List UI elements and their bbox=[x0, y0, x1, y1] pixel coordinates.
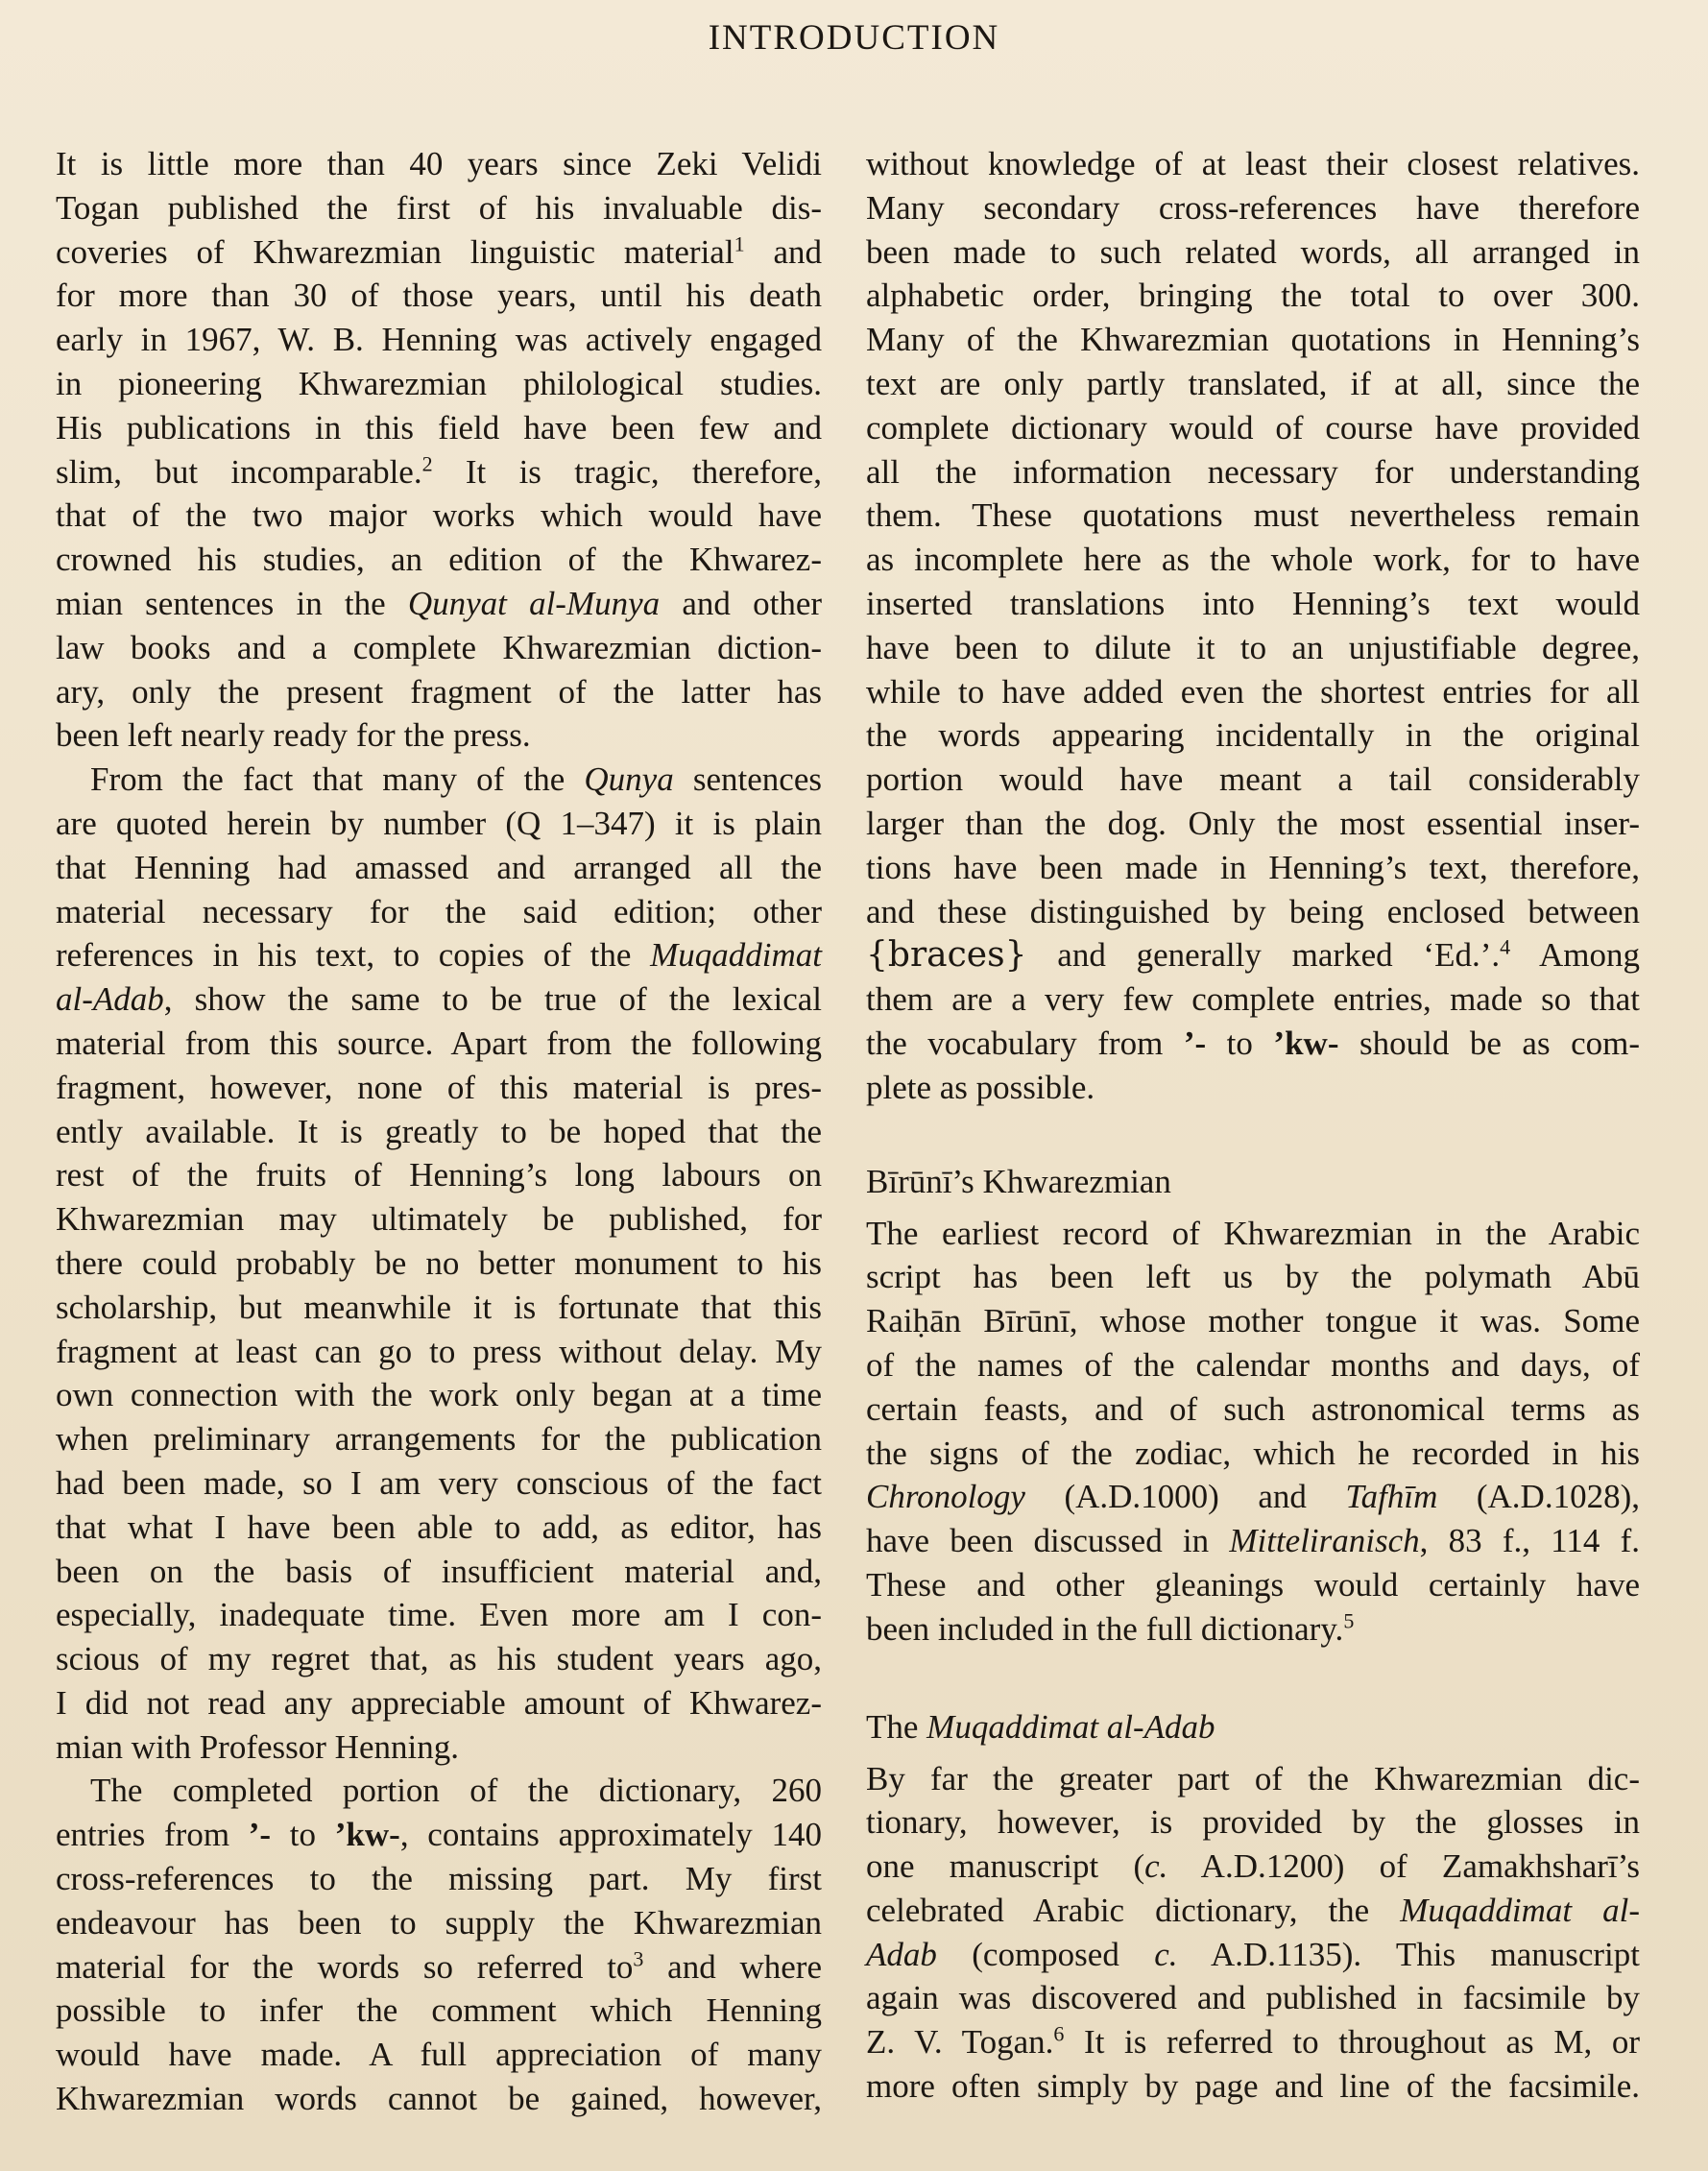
text-line: again was discovered and published in facsimile by bbox=[866, 1979, 1640, 2017]
text-run: celebrated Arabic dictionary, the bbox=[866, 1891, 1401, 1929]
text-run: to bbox=[289, 1816, 335, 1854]
text-line bbox=[866, 1889, 1640, 1933]
text-run: been included in the full dictionary. bbox=[866, 1609, 1344, 1648]
text-line: Khwarezmian words cannot be gained, however, bbox=[56, 2080, 822, 2118]
text-line: law books and a complete Khwarezmian diction- bbox=[56, 628, 822, 666]
text-line: It is little more than 40 years since Zeki Velidi bbox=[56, 145, 822, 182]
footnote-marker: 4 bbox=[1500, 934, 1511, 959]
text-run: sentences bbox=[673, 760, 822, 799]
italic-title: Chronology bbox=[866, 1478, 1025, 1516]
text-line: scious of my regret that, as his student years ago, bbox=[56, 1640, 822, 1678]
text-line: had been made, so I am very conscious of the fact bbox=[56, 1463, 822, 1502]
italic-title: Mitteliranisch bbox=[1229, 1522, 1420, 1560]
paragraph bbox=[866, 1757, 1640, 2109]
section-heading-biruni: Bīrūnī’s Khwarezmian bbox=[866, 1162, 1171, 1200]
text-line bbox=[56, 450, 822, 495]
braces-example: {braces} bbox=[866, 935, 1027, 976]
text-line: would have made. A full appreciation of many bbox=[56, 2036, 822, 2074]
text-line: certain feasts, and of such astronomical terms as bbox=[866, 1389, 1640, 1428]
text-line: fragment, however, none of this material is pres- bbox=[56, 1068, 822, 1106]
text-line: been on the basis of insufficient material and, bbox=[56, 1552, 822, 1590]
section-heading-muqaddimat bbox=[866, 1705, 1640, 1749]
text-line bbox=[56, 1945, 822, 1990]
text-run: coveries of Khwarezmian linguistic material bbox=[56, 232, 734, 271]
text-line bbox=[866, 1022, 1640, 1066]
text-run: mian sentences in the bbox=[56, 584, 408, 622]
text-run: and generally marked ‘Ed.’. bbox=[1026, 936, 1501, 975]
italic-abbrev: c. bbox=[1144, 1847, 1168, 1886]
text-line: when preliminary arrangements for the publication bbox=[56, 1420, 822, 1459]
text-run: and other bbox=[660, 584, 823, 622]
paragraph bbox=[866, 142, 1640, 1110]
text-line: The earliest record of Khwarezmian in the Arabic bbox=[866, 1214, 1640, 1252]
footnote-marker: 6 bbox=[1053, 2021, 1065, 2046]
text-line: the words appearing incidentally in the original bbox=[866, 716, 1640, 755]
text-line: inserted translations into Henning’s text would bbox=[866, 584, 1640, 622]
text-run: Z. V. Togan. bbox=[866, 2023, 1054, 2062]
text-line bbox=[866, 1845, 1640, 1889]
text-line: Many of the Khwarezmian quotations in Henning’s bbox=[866, 321, 1640, 359]
text-line: been made to such related words, all arranged in bbox=[866, 232, 1640, 271]
text-line: cross-references to the missing part. My first bbox=[56, 1860, 822, 1898]
italic-title: Qunya bbox=[584, 760, 674, 799]
text-line bbox=[56, 758, 822, 802]
text-run: should be as com- bbox=[1338, 1024, 1641, 1062]
right-column bbox=[866, 142, 1640, 2109]
text-line bbox=[866, 1475, 1640, 1519]
text-line bbox=[866, 933, 1640, 977]
text-line: Togan published the first of his invaluable dis- bbox=[56, 188, 822, 227]
running-head: INTRODUCTION bbox=[708, 18, 1000, 58]
text-line: them. These quotations must nevertheless remain bbox=[866, 496, 1640, 535]
text-run: (A.D.1000) and bbox=[1024, 1478, 1346, 1516]
text-run: material for the words so referred to bbox=[56, 1947, 634, 1986]
footnote-marker: 5 bbox=[1343, 1608, 1355, 1633]
text-line: that Henning had amassed and arranged all the bbox=[56, 848, 822, 886]
text-line: larger than the dog. Only the most essential inser- bbox=[866, 804, 1640, 842]
text-run: A.D.1200) of Zamakhsharī’s bbox=[1167, 1847, 1640, 1886]
text-line: have been to dilute it to an unjustifiable degree, bbox=[866, 628, 1640, 666]
italic-title: al-Adab bbox=[56, 980, 164, 1019]
text-line: rest of the fruits of Henning’s long labours on bbox=[56, 1156, 822, 1194]
italic-title: Tafhīm bbox=[1345, 1478, 1438, 1516]
text-line bbox=[56, 977, 822, 1022]
text-line: there could probably be no better monument to his bbox=[56, 1243, 822, 1282]
text-line: portion would have meant a tail considerably bbox=[866, 760, 1640, 799]
footnote-marker: 2 bbox=[421, 450, 433, 475]
text-run: , show the same to be true of the lexical bbox=[163, 980, 822, 1019]
text-line: more often simply by page and line of the facsimile. bbox=[866, 2067, 1640, 2106]
text-line: His publications in this field have been few and bbox=[56, 408, 822, 446]
italic-title: Qunyat al-Munya bbox=[407, 584, 661, 622]
text-line bbox=[56, 582, 822, 626]
text-line: endeavour has been to supply the Khwarezmian bbox=[56, 1903, 822, 1942]
headword: ’- bbox=[1183, 1024, 1227, 1062]
text-line bbox=[866, 1933, 1640, 1977]
text-run: (composed bbox=[936, 1935, 1155, 1973]
text-line: in pioneering Khwarezmian philological studies. bbox=[56, 364, 822, 402]
paragraph bbox=[56, 1769, 822, 2120]
italic-abbrev: c. bbox=[1154, 1935, 1178, 1973]
text-line: alphabetic order, bringing the total to over 300. bbox=[866, 277, 1640, 315]
text-line: ary, only the present fragment of the latter has bbox=[56, 672, 822, 711]
headword: ’kw- bbox=[334, 1816, 400, 1854]
text-line: text are only partly translated, if at all, since the bbox=[866, 364, 1640, 402]
text-line: that what I have been able to add, as editor, has bbox=[56, 1508, 822, 1546]
text-run: (A.D.1028), bbox=[1437, 1478, 1640, 1516]
footnote-marker: 3 bbox=[633, 1946, 644, 1971]
text-line: without knowledge of at least their closest relatives. bbox=[866, 145, 1640, 182]
text-run: references in his text, to copies of the bbox=[56, 936, 651, 975]
text-line: crowned his studies, an edition of the Khwarez- bbox=[56, 541, 822, 579]
text-run: the vocabulary from bbox=[866, 1024, 1184, 1062]
text-line: The completed portion of the dictionary, 260 bbox=[90, 1772, 822, 1810]
text-line: them are a very few complete entries, made so that bbox=[866, 980, 1640, 1019]
footnote-marker: 1 bbox=[734, 230, 745, 255]
text-line: scholarship, but meanwhile it is fortunate that this bbox=[56, 1288, 822, 1326]
text-run: and where bbox=[643, 1947, 822, 1986]
text-line: Khwarezmian may ultimately be published, for bbox=[56, 1200, 822, 1239]
text-run: and bbox=[744, 232, 822, 271]
text-run: have been discussed in bbox=[866, 1522, 1230, 1560]
text-line: of the names of the calendar months and days, of bbox=[866, 1345, 1640, 1384]
text-line: especially, inadequate time. Even more am I con- bbox=[56, 1596, 822, 1634]
text-line: for more than 30 of those years, until his death bbox=[56, 277, 822, 315]
italic-title: Muqaddimat al-Adab bbox=[926, 1707, 1215, 1746]
text-run: to bbox=[1226, 1024, 1274, 1062]
text-line: Raiḥān Bīrūnī, whose mother tongue it was. Some bbox=[866, 1302, 1640, 1340]
text-line: are quoted herein by number (Q 1–347) it is plain bbox=[56, 804, 822, 842]
italic-title: Adab bbox=[866, 1935, 937, 1973]
text-line: I did not read any appreciable amount of Khwarez- bbox=[56, 1683, 822, 1722]
text-line: and these distinguished by being enclosed between bbox=[866, 892, 1640, 930]
text-line: plete as possible. bbox=[866, 1068, 1095, 1106]
text-run: one manuscript ( bbox=[866, 1847, 1145, 1886]
left-column bbox=[56, 142, 822, 2121]
text-run: It is tragic, therefore, bbox=[432, 452, 822, 491]
text-line: By far the greater part of the Khwarezmian dic- bbox=[866, 1759, 1640, 1797]
text-run: entries from bbox=[56, 1816, 249, 1854]
text-line: while to have added even the shortest entries for all bbox=[866, 672, 1640, 711]
text-run: It is referred to throughout as M, or bbox=[1064, 2023, 1640, 2062]
text-line: possible to infer the comment which Henning bbox=[56, 1991, 822, 2030]
text-line: These and other gleanings would certainly have bbox=[866, 1565, 1640, 1604]
text-line: been left nearly ready for the press. bbox=[56, 716, 531, 755]
text-run: Among bbox=[1510, 936, 1640, 975]
text-line: material from this source. Apart from the following bbox=[56, 1024, 822, 1062]
text-run: From the fact that many of the bbox=[90, 760, 585, 799]
text-line: tionary, however, is provided by the glosses in bbox=[866, 1803, 1640, 1842]
paragraph bbox=[56, 758, 822, 1769]
text-line bbox=[56, 933, 822, 977]
text-line: complete dictionary would of course have provided bbox=[866, 408, 1640, 446]
text-line bbox=[866, 2020, 1640, 2064]
text-line: ently available. It is greatly to be hoped that the bbox=[56, 1112, 822, 1150]
paragraph bbox=[866, 1212, 1640, 1652]
text-line bbox=[866, 1519, 1640, 1563]
text-line: all the information necessary for understanding bbox=[866, 452, 1640, 491]
text-line: as incomplete here as the whole work, for to have bbox=[866, 541, 1640, 579]
italic-title: Muqaddimat al- bbox=[1400, 1891, 1640, 1929]
italic-title: Muqaddimat bbox=[650, 936, 822, 975]
text-run: The bbox=[866, 1707, 927, 1746]
text-line: own connection with the work only began at a time bbox=[56, 1376, 822, 1414]
text-line: that of the two major works which would have bbox=[56, 496, 822, 535]
headword: ’kw- bbox=[1273, 1024, 1339, 1062]
text-run: , contains approximately 140 bbox=[399, 1816, 823, 1854]
text-line: script has been left us by the polymath Abū bbox=[866, 1258, 1640, 1296]
text-line: Many secondary cross-references have therefore bbox=[866, 188, 1640, 227]
text-run: A.D.1135). This manuscript bbox=[1177, 1935, 1640, 1973]
text-line: the signs of the zodiac, which he recorded in his bbox=[866, 1434, 1640, 1472]
text-line bbox=[56, 1813, 822, 1857]
text-line bbox=[866, 1607, 1640, 1652]
text-line: mian with Professor Henning. bbox=[56, 1727, 459, 1766]
text-line: tions have been made in Henning’s text, therefore, bbox=[866, 848, 1640, 886]
text-line: early in 1967, W. B. Henning was actively engaged bbox=[56, 321, 822, 359]
text-line: material necessary for the said edition; other bbox=[56, 892, 822, 930]
paragraph bbox=[56, 142, 822, 758]
headword: ’- bbox=[248, 1816, 290, 1854]
text-run: slim, but incomparable. bbox=[56, 452, 422, 491]
text-line bbox=[56, 230, 822, 275]
text-line: fragment at least can go to press without delay. My bbox=[56, 1332, 822, 1370]
text-run: , 83 f., 114 f. bbox=[1419, 1522, 1640, 1560]
